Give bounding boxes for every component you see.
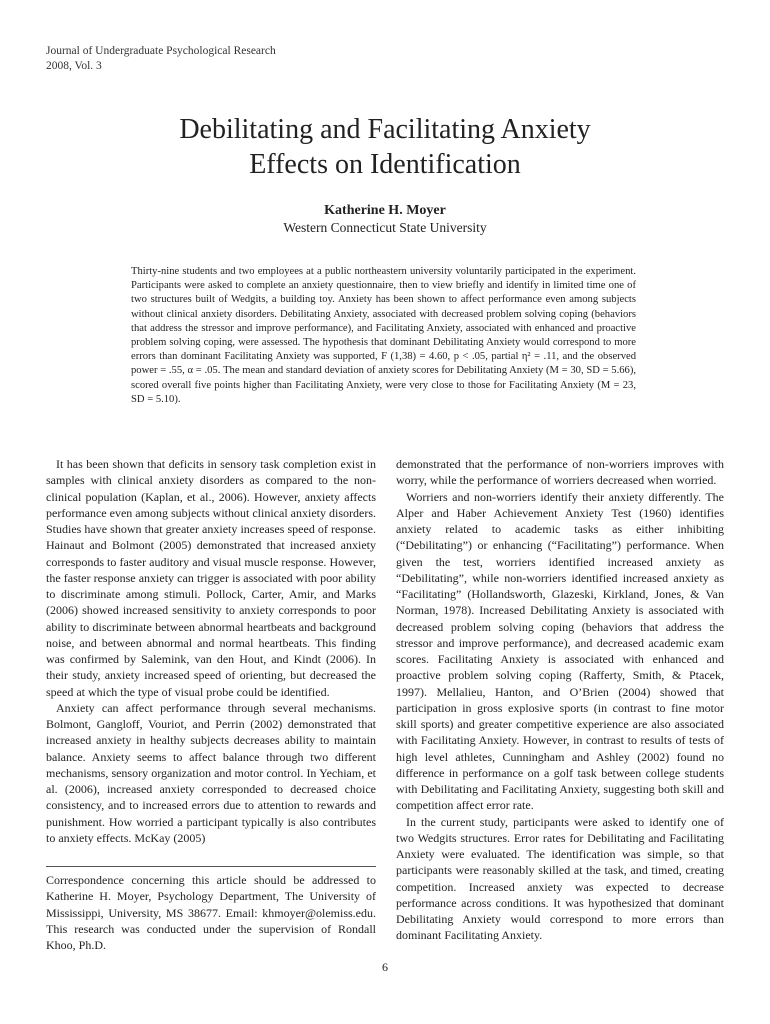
abstract: Thirty-nine students and two employees at a public northeastern university voluntarily participated in the experiment. Participants were asked to complete an anxiety questionnaire, then to view briefly and identify in limited time one of two structures built of Wedgits, a building toy. Anxiety has been shown to affect performance even among subjects without clinical anxiety disorders. Debilitating Anxiety, associated with decreased problem solving coping (behaviors that address the stressor and improve performance), and Facilitating Anxiety, associated with enhanced and proactive problem solving coping, were assessed. The hypothesis that dominant Debilitating Anxiety would correspond to more errors than dominant Facilitating Anxiety was supported, F (1,38) = 4.60, p < .05, partial η² = .11, and the observed power = .55, α = .05. The mean and standard deviation of anxiety scores for Debilitating Anxiety (M = 30, SD = 5.66), scored overall five points higher than Facilitating Anxiety, were very close to those for Facilitating Anxiety (M = 23, SD = 5.10). <box>131 266 636 405</box>
body-paragraph: Worriers and non-worriers identify their anxiety differently. The Alper and Haber Achievement Anxiety Test (1960) identifies anxiety related to academic tasks as either inhibiting (“Debilitating”) or enhancing (“Facilitating”) performance. When given the test, worriers identified increased anxiety as “Debilitating”, while non-worriers identified increased anxiety as “Facilitating” (Hollandsworth, Glazeski, Kirkland, Jones, & Van Norman, 1978). Increased Debilitating Anxiety is associated with decreased problem solving coping (behaviors that address the stressor and improve performance), and decreased academic exam scores. Facilitating Anxiety is associated with enhanced and proactive problem solving coping (Rafferty, Smith, & Ptacek, 1997). Mellalieu, Hanton, and O’Brien (2004) showed that participation in gross explosive sports (in contrast to fine motor skill sports) and greater competitive experience are also associated with Facilitating Anxiety. However, in contrast to results of tests of high level athletes, Cunningham and Ashley (2002) found no difference in performance on a golf task between college students with Debilitating and Facilitating Anxiety, suggesting both skill and competition affect error rate. <box>396 489 724 813</box>
paper-title <box>0 112 770 182</box>
body-paragraph: Anxiety can affect performance through several mechanisms. Bolmont, Gangloff, Vouriot, and Perrin (2002) demonstrated that increased anxiety in healthy subjects decreases ability to maintain balance. Anxiety seems to affect balance through two different mechanisms, sensory organization and motor control. In Yechiam, et al. (2006), increased anxiety corresponded to decreased choice consistency, and to increased errors due to attention to rewards and punishment. How worried a participant typically is also contributes to anxiety effects. McKay (2005) <box>46 700 376 845</box>
body-column-right <box>396 456 724 944</box>
body-paragraph: In the current study, participants were asked to identify one of two Wedgits structures. Error rates for Debilitating and Facilitating Anxiety were evaluated. The identification was simple, so that participants were reasonably skilled at the task, and timed, creating competition. Increased anxiety was expected to decrease performance across conditions. It was hypothesized that dominant Debilitating Anxiety would correspond to more errors than dominant Facilitating Anxiety. <box>396 814 724 943</box>
correspondence-footnote: Correspondence concerning this article should be addressed to Katherine H. Moyer, Psychology Department, The University of Mississippi, University, MS 38677. Email: khmoyer@olemiss.edu. This research was conducted under the supervision of Rondall Khoo, Ph.D. <box>46 873 376 952</box>
author-name: Katherine H. Moyer <box>324 203 446 218</box>
body-column-left <box>46 456 376 846</box>
footnote-divider <box>46 866 376 867</box>
page-number: 6 <box>382 960 388 974</box>
body-paragraph: It has been shown that deficits in sensory task completion exist in samples with clinical anxiety disorders as compared to the non-clinical population (Kaplan, et al., 2006). However, anxiety affects performance even among subjects without clinical anxiety disorders. Studies have shown that greater anxiety increases speed of response. Hainaut and Bolmont (2005) demonstrated that increased anxiety corresponds to faster auditory and visual muscle response. However, the faster response anxiety can trigger is associated with poor ability to discriminate among stimuli. Pollock, Carter, Amir, and Marks (2006) showed increased sensitivity to anxiety corresponds to poor ability to discriminate between abnormal heartbeats and background noise, and between abnormal and normal heartbeats. This finding was confirmed by Salemink, van den Hout, and Kindt (2006). In their study, anxiety increased speed of orienting, but decreased the speed at which the type of visual probe could be identified. <box>46 457 376 699</box>
title-line-1: Debilitating and Facilitating Anxiety <box>179 114 591 145</box>
journal-name: Journal of Undergraduate Psychological Research <box>46 45 276 57</box>
title-line-2: Effects on Identification <box>249 149 521 180</box>
journal-header <box>46 44 276 74</box>
body-paragraph: demonstrated that the performance of non-worriers improves with worry, while the performance of worriers decreased when worried. <box>396 457 724 488</box>
author-affiliation: Western Connecticut State University <box>283 220 487 235</box>
journal-volume: 2008, Vol. 3 <box>46 60 102 72</box>
